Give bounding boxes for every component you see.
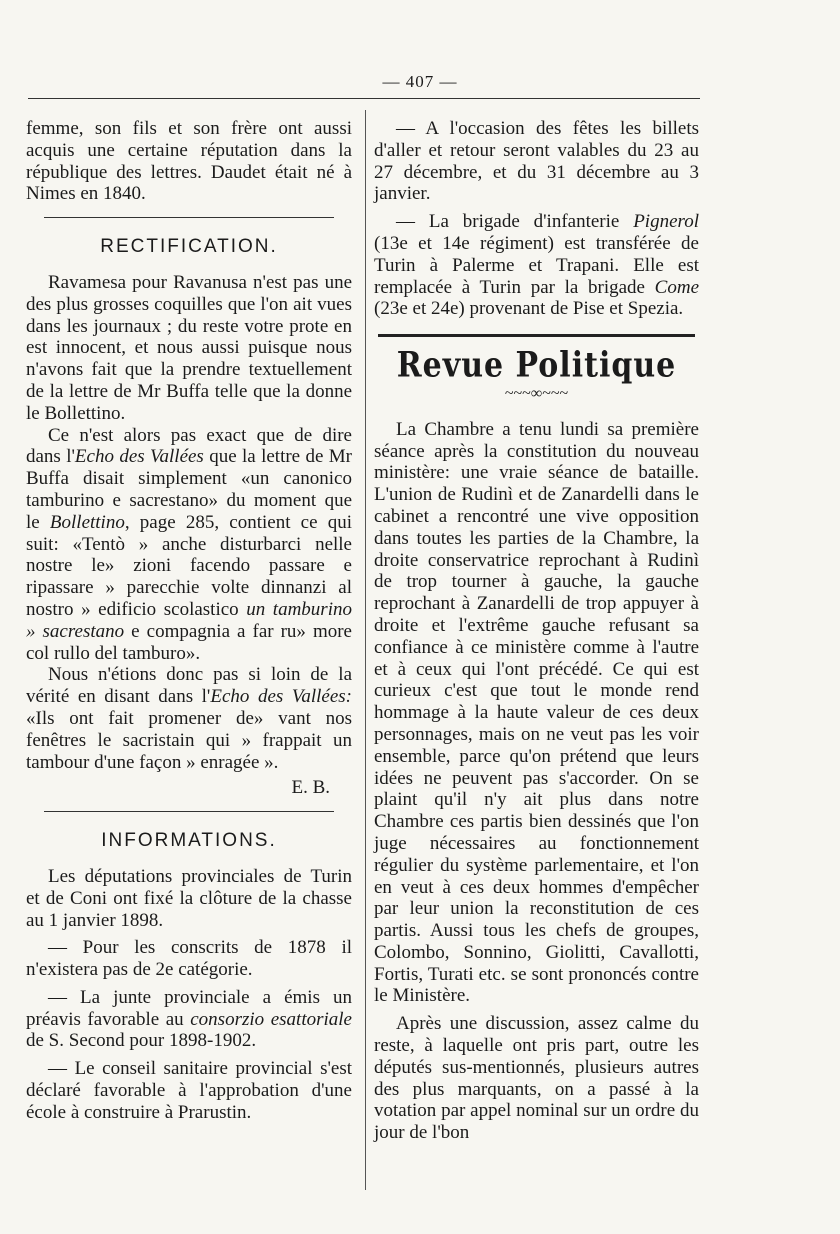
revue-politique-title: Revue Politique [396, 345, 677, 386]
rectification-paragraph-2 [26, 425, 352, 665]
continued-paragraph: femme, son fils et son frère ont aussi acquis une certaine réputation dans la république des lettres. Daudet était né à Nimes en 1840. [26, 118, 352, 205]
page-number: — 407 — [382, 72, 458, 91]
informations-title: INFORMATIONS. [101, 830, 277, 852]
italic-run: consorzio esattoriale [190, 1008, 352, 1030]
signature: E. B. [291, 777, 330, 799]
revue-paragraph-2: Après une discussion, assez calme du reste, à laquelle ont pris part, outre les députés sus-mentionnés, plusieurs autres des plus marquants, on a passé à la votation par appel nominal sur un ordre du jour de l'bon [374, 1013, 699, 1144]
header-rule [28, 98, 700, 99]
info-paragraph-1: Les députations provinciales de Turin et de Coni ont fixé la clôture de la chasse au 1 janvier 1898. [26, 865, 352, 931]
text-run: , page 285, contient ce qui suit: «Tentò » anche disturbarci nelle nostre le» zioni facendo passare e ripassare » parecchie volte dinnanzi al nostro » edificio scolastico [26, 511, 352, 620]
italic-run: Pignerol [633, 211, 699, 233]
italic-run: Bollettino [49, 511, 125, 533]
rectification-title: RECTIFICATION. [100, 236, 278, 258]
info-paragraph-2: — Pour les conscrits de 1878 il n'existera pas de 2e catégorie. [26, 937, 352, 981]
text-run: e compagnia a far ru» more col rullo del tamburo». [26, 620, 352, 664]
text-run: — La brigade d'infanterie [396, 211, 634, 233]
text-run: «Ils ont fait promener de» vant nos fenêtres le sacristain qui » frappait un tambour d'une façon » enragée ». [26, 707, 352, 773]
info-paragraph-5: — A l'occasion des fêtes les billets d'aller et retour seront valables du 23 au 27 décembre, et du 31 décembre au 3 janvier. [374, 118, 699, 205]
right-column [374, 118, 699, 1144]
section-rule-thick [378, 334, 695, 337]
info-paragraph-3 [26, 987, 352, 1052]
italic-run: Echo des Vallées: [210, 686, 352, 708]
text-run: Nous n'étions donc pas si loin de la vérité en disant dans l' [26, 664, 352, 708]
text-run: (13e et 14e régiment) est transférée de Turin à Palerme et Trapani. Elle est remplacée à Turin par la brigade [374, 232, 699, 298]
italic-run: Come [654, 276, 699, 298]
rectification-paragraph-3 [26, 664, 352, 773]
text-run: (23e et 24e) provenant de Pise et Spezia. [374, 298, 684, 320]
italic-run: un tamburino » sacrestano [26, 598, 352, 642]
left-column [26, 118, 352, 1124]
info-paragraph-4: — Le conseil sanitaire provincial s'est déclaré favorable à l'approbation d'une école à construire à Prarustin. [26, 1058, 352, 1123]
text-run: que la lettre de Mr Buffa disait simplement «un canonico tamburino e sacrestano» du moment que le [26, 446, 352, 533]
column-separator [365, 110, 366, 1190]
revue-paragraph-1: La Chambre a tenu lundi sa première séance après la constitution du nouveau ministère: une vraie séance de bataille. L'union de Rudinì et de Zanardelli dans le cabinet a rencontré une vive opposition dans toutes les parties de la Chambre, la droite conservatrice reprochant à Rudinì de trop tourner à gauche, la gauche reprochant à Zanardelli de trop appuyer à droite et l'extrême gauche refusant sa confiance à ce ministère comme à l'autre et à ceux qui l'ont précédé. Ce qui est curieux c'est que tout le monde rend hommage à la haute valeur de ces deux personnages, mais on ne veut pas les voir ensemble, parce qu'on prétend que leurs idées ne peuvent pas s'accorder. On se plaint qu'il n'y ait plus dans notre Chambre ces partis bien dessinés que l'on juge nécessaires au fonctionnement régulier du système parlementaire, et l'on en veut à ces deux hommes d'empêcher par leur union la reconstitution de ces partis. Aussi tous les chefs de groupes, Colombo, Sonnino, Giolitti, Cavallotti, Fortis, Turati etc. se sont prononcés contre le Ministère. [374, 418, 699, 1007]
text-run: Ce n'est alors pas exact que de dire dans l' [26, 424, 352, 468]
section-rule [44, 811, 334, 812]
section-rule [44, 217, 334, 218]
info-paragraph-6 [374, 211, 699, 320]
text-run: — La junte provinciale a émis un préavis favorable au [26, 986, 352, 1030]
rectification-paragraph-1: Ravamesa pour Ravanusa n'est pas une des plus grosses coquilles que l'on ait vues dans les journaux ; du reste votre prote en est innocent, et nous aussi puisque nous n'avons fait que la prendre textuellement de la lettre de Mr Buffa telle que la donne le Bollettino. [26, 271, 352, 424]
ornament-flourish: ~~~∞~~~ [504, 384, 569, 402]
text-run: de S. Second pour 1898-1902. [26, 1030, 257, 1052]
italic-run: Echo des Vallées [74, 446, 204, 468]
